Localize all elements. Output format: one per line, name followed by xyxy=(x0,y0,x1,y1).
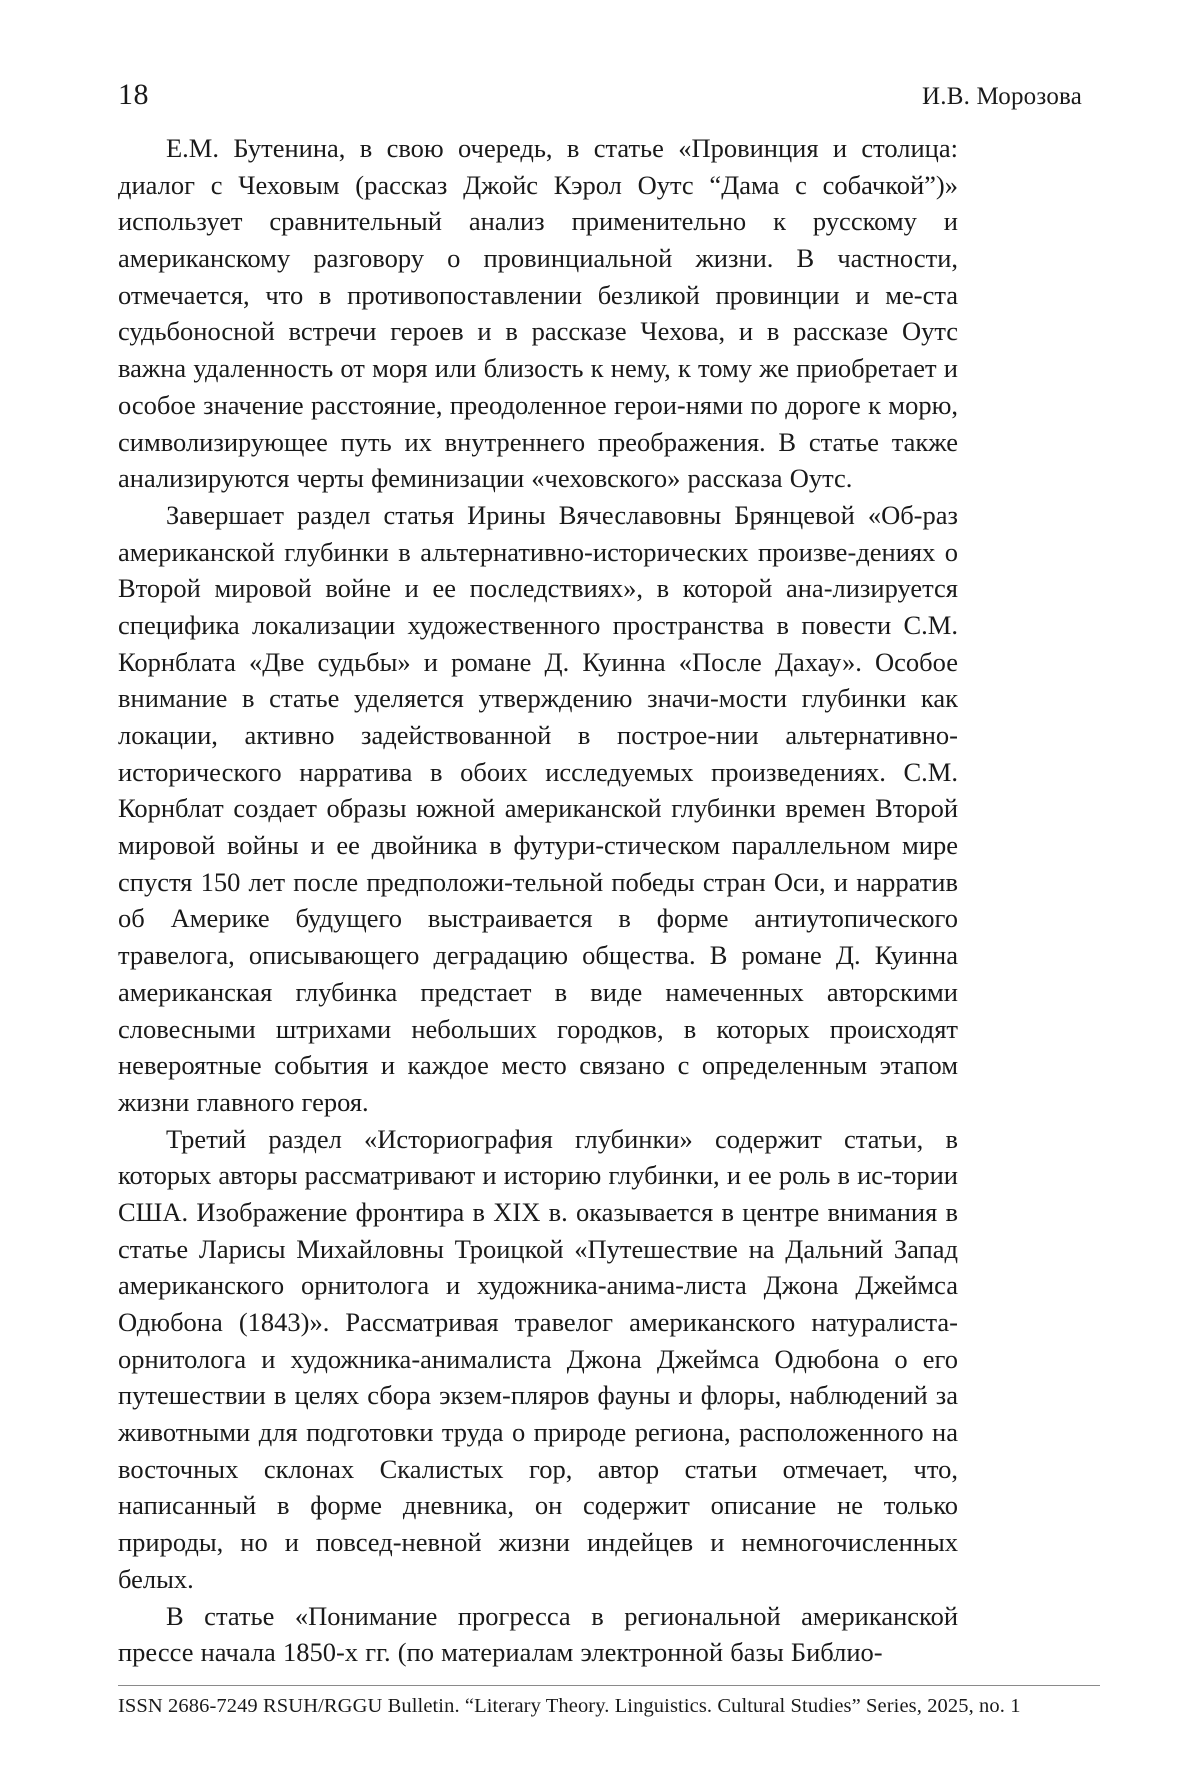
paragraph: Третий раздел «Историография глубинки» содержит статьи, в которых авторы рассматривают и историю глубинки, и ее роль в ис-тории США. Изображение фронтира в XIX в. оказывается в центре внимания в статье Ларисы Михайловны Троицкой «Путешествие на Дальний Запад американского орнитолога и художника-анима-листа Джона Джеймса Одюбона (1843)». Рассматривая травелог американского натуралиста-орнитолога и художника-анималиста Джона Джеймса Одюбона о его путешествии в целях сбора экзем-пляров фауны и флоры, наблюдений за животными для подготовки труда о природе региона, расположенного на восточных склонах Скалистых гор, автор статьи отмечает, что, написанный в форме дневника, он содержит описание не только природы, но и повсед-невной жизни индейцев и немногочисленных белых. xyxy=(118,1123,958,1594)
paragraph: В статье «Понимание прогресса в региональной американской прессе начала 1850-х гг. (по материалам электронной базы Библио- xyxy=(118,1600,958,1668)
running-head-author: И.В. Морозова xyxy=(922,83,1082,110)
footer-divider xyxy=(118,1685,1100,1686)
paragraph: Завершает раздел статья Ирины Вячеславовны Брянцевой «Об-раз американской глубинки в альтернативно-исторических произве-дениях о Второй мировой войне и ее последствиях», в которой ана-лизируется специфика локализации художественного пространства в повести С.М. Корнблата «Две судьбы» и романе Д. Куинна «После Дахау». Особое внимание в статье уделяется утверждению значи-мости глубинки как локации, активно задействованной в построе-нии альтернативно-исторического нарратива в обоих исследуемых произведениях. С.М. Корнблат создает образы южной американской глубинки времен Второй мировой войны и ее двойника в футури-стическом параллельном мире спустя 150 лет после предположи-тельной победы стран Оси, и нарратив об Америке будущего выстраивается в форме антиутопического травелога, описывающего деградацию общества. В романе Д. Куинна американская глубинка предстает в виде намеченных авторскими словесными штрихами небольших городков, в которых происходят невероятные события и каждое место связано с определенным этапом жизни главного героя. xyxy=(118,499,958,1117)
footer-journal-info: ISSN 2686-7249 RSUH/RGGU Bulletin. “Literary Theory. Linguistics. Cultural Studies” Series, 2025, no. 1 xyxy=(118,1695,1021,1717)
body-text xyxy=(118,130,958,1671)
page-header xyxy=(118,78,1082,112)
paragraph: Е.М. Бутенина, в свою очередь, в статье «Провинция и столица: диалог с Чеховым (рассказ Джойс Кэрол Оутс “Дама с собачкой”)» использует сравнительный анализ применительно к русскому и американскому разговору о провинциальной жизни. В частности, отмечается, что в противопоставлении безликой провинции и ме-ста судьбоносной встречи героев и в рассказе Чехова, и в рассказе Оутс важна удаленность от моря или близость к нему, к тому же приобретает и особое значение расстояние, преодоленное герои-нями по дороге к морю, символизирующее путь их внутреннего преображения. В статье также анализируются черты феминизации «чеховского» рассказа Оутс. xyxy=(118,133,958,494)
page-footer xyxy=(118,1685,1100,1718)
page-number: 18 xyxy=(118,78,149,111)
